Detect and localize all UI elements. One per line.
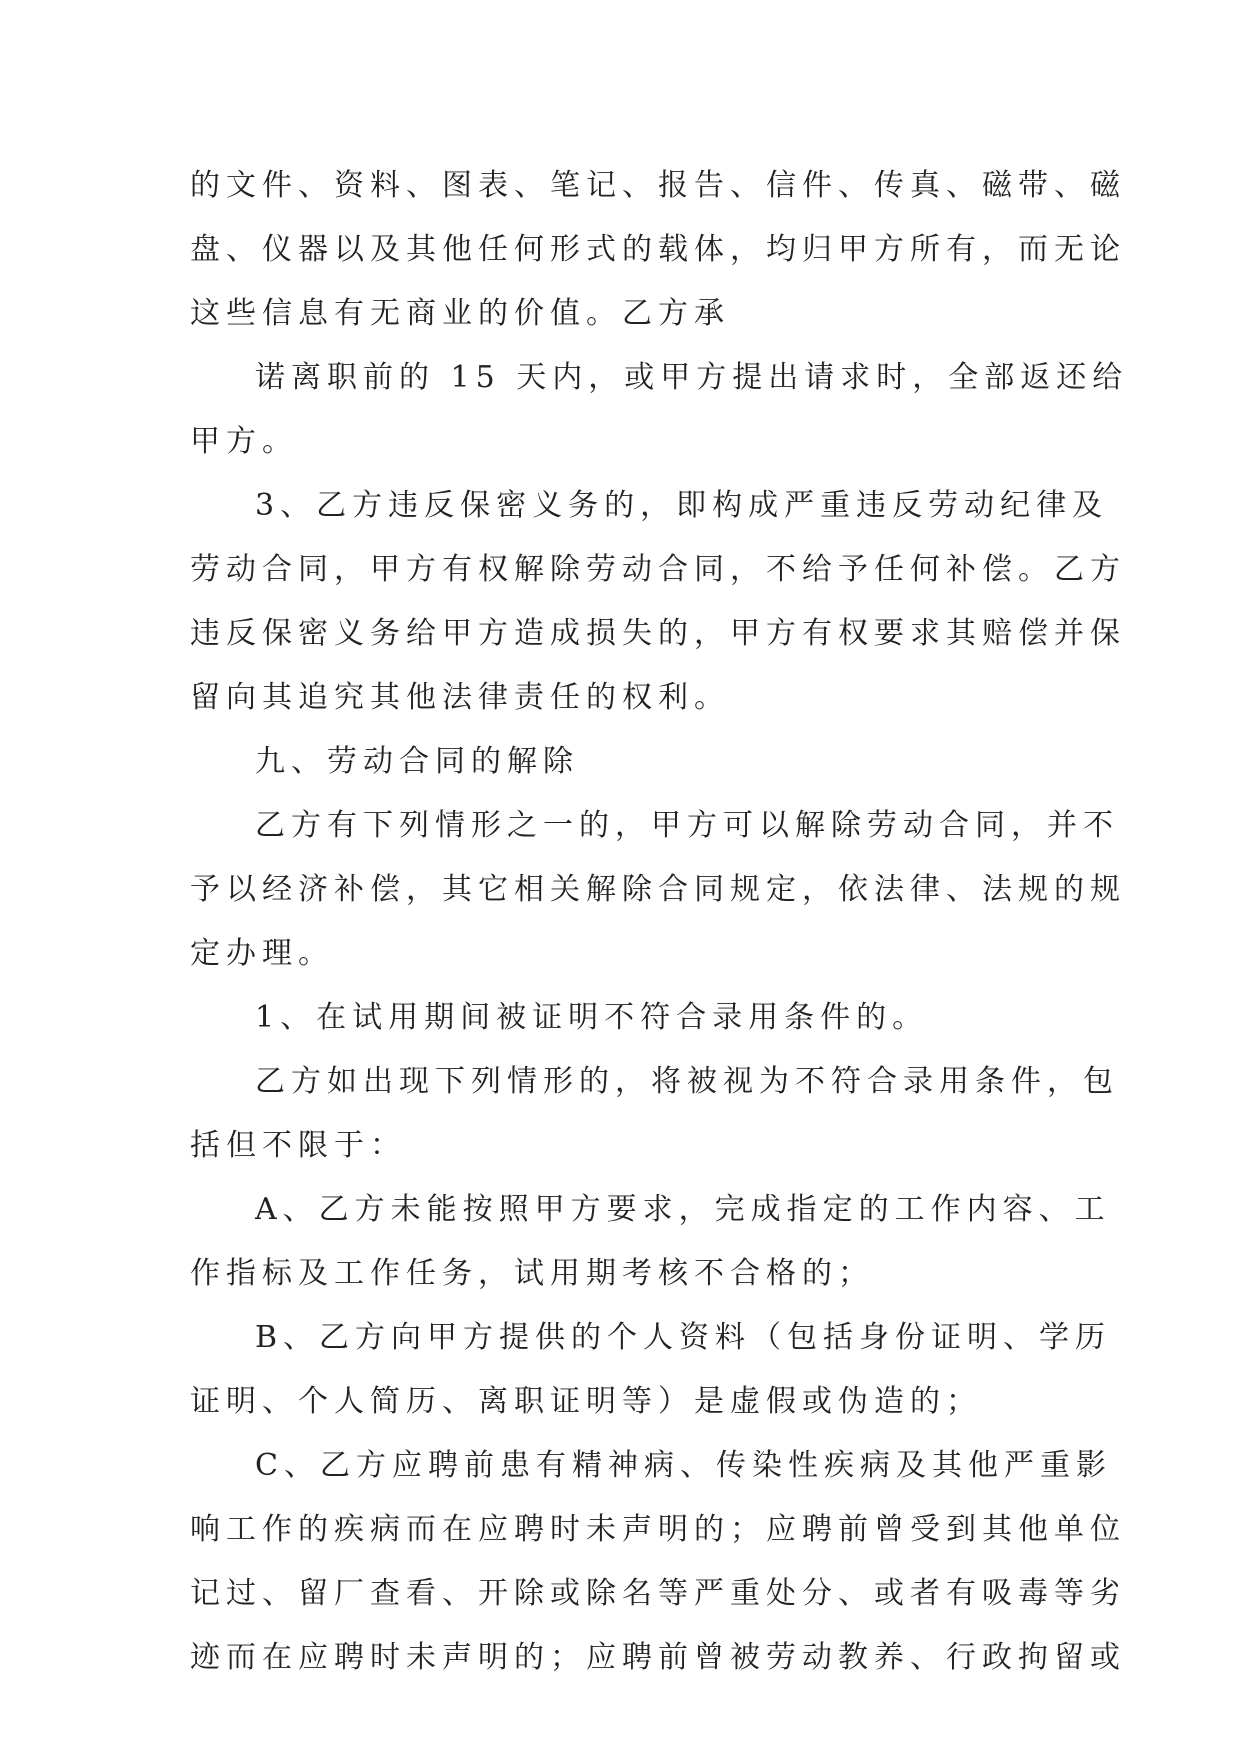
- text-line: 予以经济补偿，其它相关解除合同规定，依法律、法规的规: [190, 872, 1126, 907]
- text-line: 的文件、资料、图表、笔记、报告、信件、传真、磁带、磁: [190, 168, 1126, 203]
- document-body: [190, 154, 1129, 1690]
- text-line: 这些信息有无商业的价值。乙方承: [190, 296, 730, 331]
- text-line: 留向其追究其他法律责任的权利。: [190, 680, 730, 715]
- text-line: C、乙方应聘前患有精神病、传染性疾病及其他严重影: [255, 1448, 1112, 1483]
- text-line: 乙方有下列情形之一的，甲方可以解除劳动合同，并不: [255, 808, 1119, 843]
- text-line: 违反保密义务给甲方造成损失的，甲方有权要求其赔偿并保: [190, 616, 1126, 651]
- text-line: 括但不限于：: [190, 1128, 406, 1163]
- text-line: 甲方。: [190, 424, 298, 459]
- text-line: B、乙方向甲方提供的个人资料（包括身份证明、学历: [255, 1320, 1112, 1355]
- section-heading: 九、劳动合同的解除: [255, 744, 579, 779]
- text-line: 盘、仪器以及其他任何形式的载体，均归甲方所有，而无论: [190, 232, 1126, 267]
- text-line: 3、乙方违反保密义务的，即构成严重违反劳动纪律及: [255, 488, 1109, 523]
- text-line: 劳动合同，甲方有权解除劳动合同，不给予任何补偿。乙方: [190, 552, 1126, 587]
- text-line: 定办理。: [190, 936, 334, 971]
- text-line: 1、在试用期间被证明不符合录用条件的。: [255, 1000, 929, 1035]
- text-line: 迹而在应聘时未声明的；应聘前曾被劳动教养、行政拘留或: [190, 1640, 1126, 1675]
- text-line: 响工作的疾病而在应聘时未声明的；应聘前曾受到其他单位: [190, 1512, 1126, 1547]
- text-line: 诺离职前的 15 天内，或甲方提出请求时，全部返还给: [255, 360, 1129, 395]
- text-line: 记过、留厂查看、开除或除名等严重处分、或者有吸毒等劣: [190, 1576, 1126, 1611]
- text-line: 作指标及工作任务，试用期考核不合格的；: [190, 1256, 874, 1291]
- text-line: 乙方如出现下列情形的，将被视为不符合录用条件，包: [255, 1064, 1119, 1099]
- text-line: 证明、个人简历、离职证明等）是虚假或伪造的；: [190, 1384, 982, 1419]
- text-line: A、乙方未能按照甲方要求，完成指定的工作内容、工: [255, 1192, 1111, 1227]
